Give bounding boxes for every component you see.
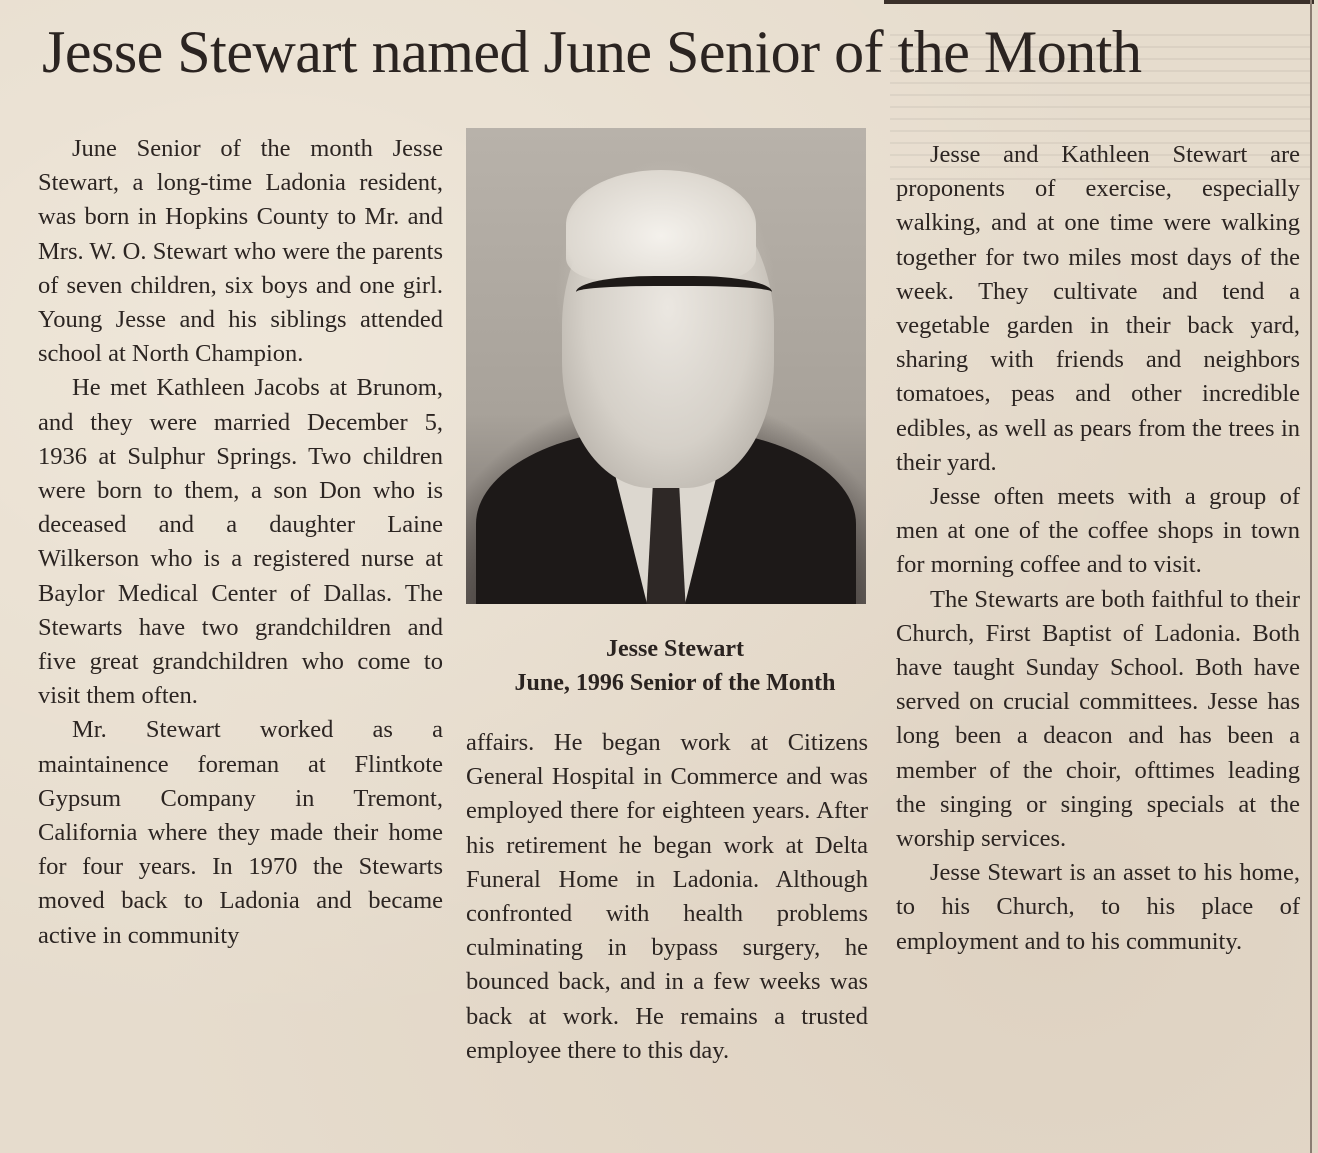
caption-name: Jesse Stewart (606, 636, 744, 662)
paragraph: Mr. Stewart worked as a maintainence foreman at Flintkote Gypsum Company in Tremont, California where they made their home for four years. In 1970 the Stewarts moved back to Ladonia and became active in community (38, 716, 443, 949)
paragraph: affairs. He began work at Citizens General Hospital in Commerce and was employed there for eighteen years. After his retirement he began work at Delta Funeral Home in Ladonia. Although confronted with health problems culminating in bypass surgery, he bounced back, and in a few weeks was back at work. He remains a trusted employee there to this day. (466, 729, 868, 1064)
paragraph: The Stewarts are both faithful to their Church, First Baptist of Ladonia. Both have taught Sunday School. Both have served on crucial committees. Jesse has long been a deacon and has been a member of the choir, ofttimes leading the singing or singing specials at the worship services. (896, 585, 1300, 853)
paragraph: June Senior of the month Jesse Stewart, a long-time Ladonia resident, was born in Hopkins County to Mr. and Mrs. W. O. Stewart who were the parents of seven children, six boys and one girl. Young Jesse and his siblings attended school at North Champion. (38, 135, 443, 368)
photo-glasses (576, 276, 772, 316)
column-rule (1310, 0, 1312, 1153)
photo-hair (566, 170, 756, 280)
photo-caption (460, 632, 890, 700)
paragraph: He met Kathleen Jacobs at Brunom, and they were married December 5, 1936 at Sulphur Springs. Two children were born to them, a son Don who is deceased and a daughter Laine Wilkerson who is a registered nurse at Baylor Medical Center of Dallas. The Stewarts have two grandchildren and five great grandchildren who come to visit them often. (38, 374, 443, 710)
caption-title: June, 1996 Senior of the Month (514, 670, 836, 696)
paragraph: Jesse Stewart is an asset to his home, to his Church, to his place of employment and to his community. (896, 859, 1300, 955)
article-column-2 (466, 726, 868, 1068)
paragraph: Jesse often meets with a group of men at one of the coffee shops in town for morning coffee and to visit. (896, 483, 1300, 579)
portrait-photo (466, 128, 866, 604)
article-column-1 (38, 132, 443, 953)
headline: Jesse Stewart named June Senior of the Month (42, 19, 1142, 85)
article-column-3 (896, 138, 1300, 959)
top-rule (884, 0, 1314, 4)
paragraph: Jesse and Kathleen Stewart are proponents of exercise, especially walking, and at one time were walking together for two miles most days of the week. They cultivate and tend a vegetable garden in their back yard, sharing with friends and neighbors tomatoes, peas and other incredible edibles, as well as pears from the trees in their yard. (896, 141, 1300, 476)
